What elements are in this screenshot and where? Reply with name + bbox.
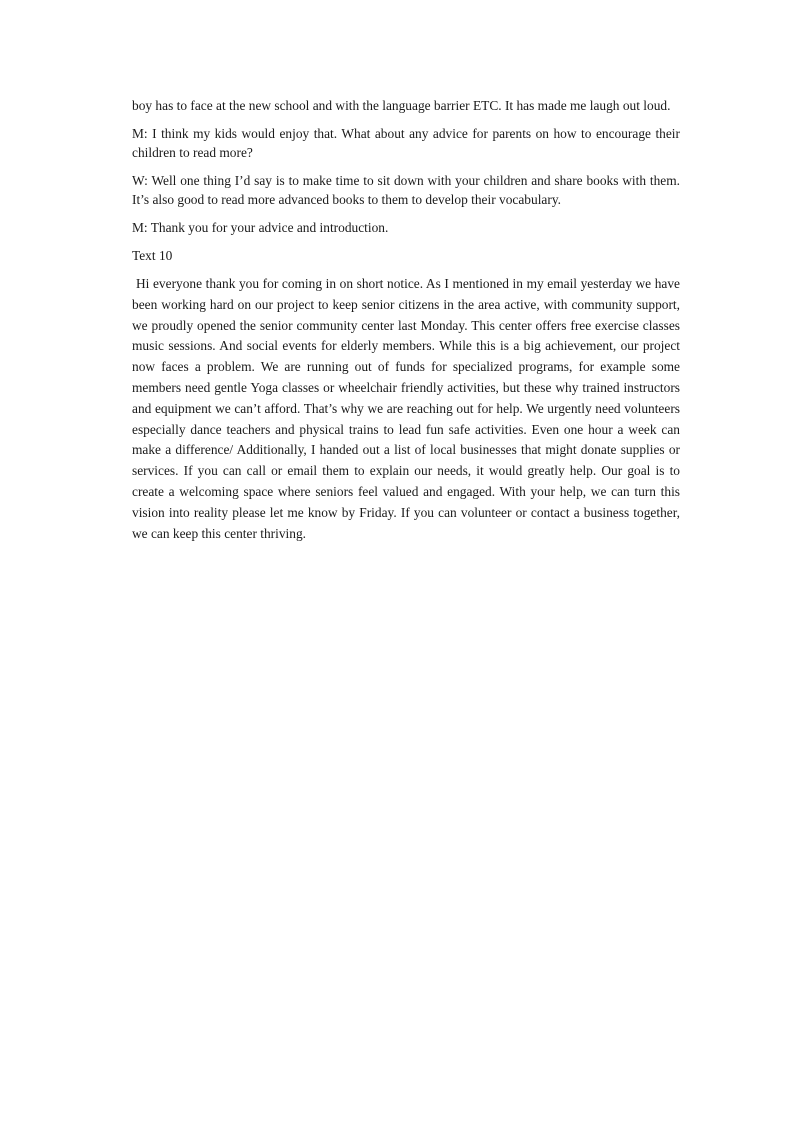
dialogue-paragraph: M: I think my kids would enjoy that. What about any advice for parents on how to encourage their children to read more?: [132, 126, 680, 160]
dialogue-paragraph: W: Well one thing I’d say is to make time to sit down with your children and share books with them. It’s also good to read more advanced books to them to develop their vocabulary.: [132, 173, 680, 207]
dialogue-paragraph: boy has to face at the new school and with the language barrier ETC. It has made me laugh out loud.: [132, 98, 671, 113]
document-page: [132, 96, 680, 544]
dialogue-paragraph: M: Thank you for your advice and introduction.: [132, 220, 389, 235]
section-body-paragraph: Hi everyone thank you for coming in on short notice. As I mentioned in my email yesterday we have been working hard on our project to keep senior citizens in the area active, with community support, we proudly opened the senior community center last Monday. This center offers free exercise classes music sessions. And social events for elderly members. While this is a big achievement, our project now faces a problem. We are running out of funds for specialized programs, for example some members need gentle Yoga classes or wheelchair friendly activities, but these why trained instructors and equipment we can’t afford. That’s why we are reaching out for help. We urgently need volunteers especially dance teachers and physical trains to lead fun safe activities. Even one hour a week can make a difference/ Additionally, I handed out a list of local businesses that might donate supplies or services. If you can call or email them to explain our needs, it would greatly help. Our goal is to create a welcoming space where seniors feel valued and engaged. With your help, we can turn this vision into reality please let me know by Friday. If you can volunteer or contact a business together, we can keep this center thriving.: [132, 276, 680, 541]
section-heading: Text 10: [132, 248, 173, 263]
